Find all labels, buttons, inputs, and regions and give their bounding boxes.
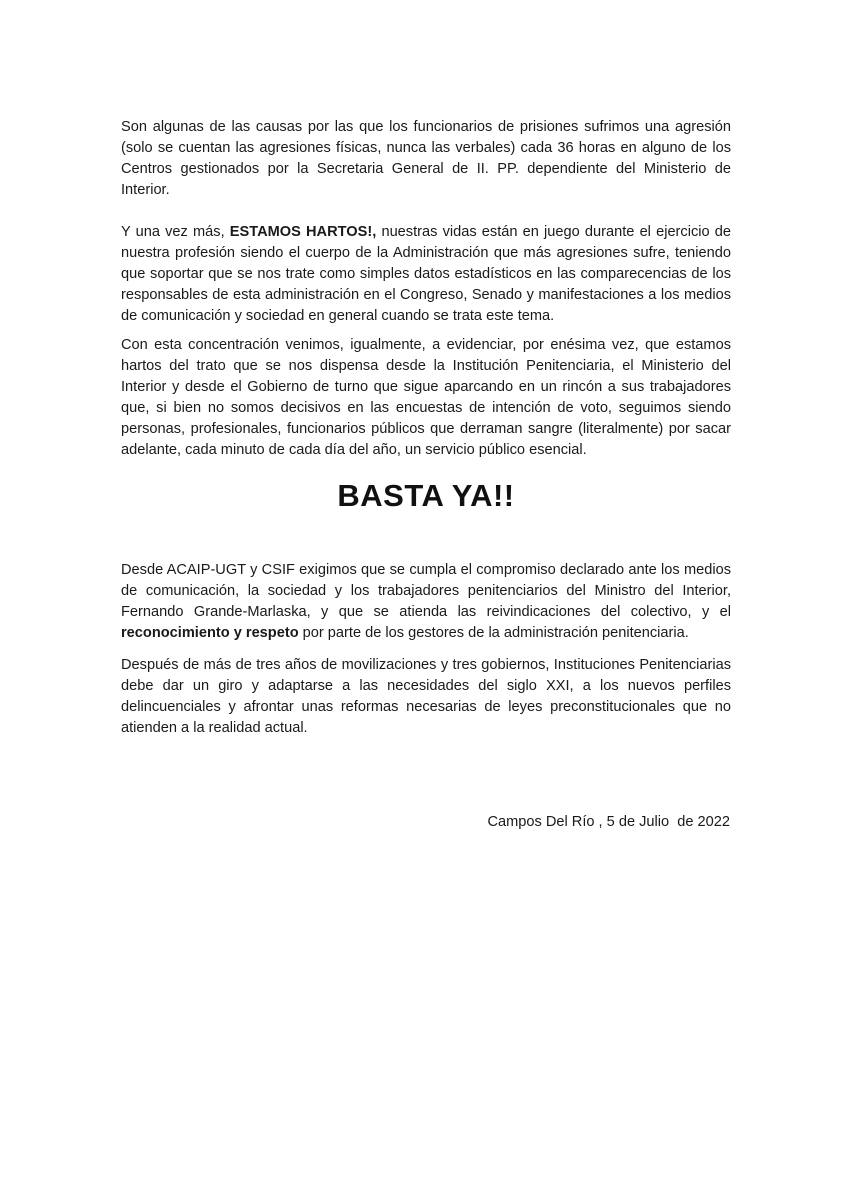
paragraph-causes-text: Son algunas de las causas por las que los funcionarios de prisiones sufrimos una agresión (solo se cuentan las agresiones físicas, nunca las verbales) cada 36 horas en alguno de los Centros gestionados por la Secretaria General de II. PP. dependiente del Ministerio de Interior.: [121, 119, 731, 198]
place-date-signature: Campos Del Río , 5 de Julio de 2022: [487, 814, 730, 830]
paragraph-hartos-lead: Y una vez más,: [121, 224, 230, 240]
paragraph-causes: [121, 117, 731, 201]
estamos-hartos-bold: ESTAMOS HARTOS!,: [229, 224, 377, 240]
paragraph-exigimos-lead: Desde ACAIP-UGT y CSIF exigimos que se cumpla el compromiso declarado ante los medios de comunicación, la sociedad y los trabajadores penitenciarios del Ministro del Interior, Fernando Grande-Marlaska, y que se atienda las reivindicaciones del colectivo, y el: [121, 562, 731, 620]
reconocimiento-respeto-bold: reconocimiento y respeto: [121, 625, 299, 641]
paragraph-hartos-rest: nuestras vidas están en juego durante el ejercicio de nuestra profesión siendo el cuerpo de la Administración que más agresiones sufre, teniendo que soportar que se nos trate como simples datos estadísticos en las comparecencias de los responsables de esta administración en el Congreso, Senado y manifestaciones a los medios de comunicación y sociedad en general cuando se trata este tema.: [121, 224, 732, 324]
paragraph-concentracion: [121, 335, 731, 461]
basta-ya-heading: BASTA YA!!: [337, 478, 515, 513]
paragraph-hartos: [121, 222, 731, 327]
paragraph-movilizaciones: [121, 655, 731, 739]
paragraph-movilizaciones-text: Después de más de tres años de movilizaciones y tres gobiernos, Instituciones Penitenciarias debe dar un giro y adaptarse a las necesidades del siglo XXI, a los nuevos perfiles delincuenciales y afrontar unas reformas necesarias de leyes preconstitucionales que no atienden a la realidad actual.: [121, 657, 731, 736]
paragraph-concentracion-text: Con esta concentración venimos, igualmente, a evidenciar, por enésima vez, que estamos hartos del trato que se nos dispensa desde la Institución Penitenciaria, el Ministerio del Interior y desde el Gobierno de turno que sigue aparcando en un rincón a sus trabajadores que, si bien no somos decisivos en las encuestas de intención de voto, seguimos siendo personas, profesionales, funcionarios públicos que derraman sangre (literalmente) por sacar adelante, cada minuto de cada día del año, un servicio público esencial.: [121, 337, 731, 458]
paragraph-exigimos: [121, 560, 731, 644]
paragraph-exigimos-text: [121, 560, 731, 644]
paragraph-hartos-text: [121, 222, 731, 327]
paragraph-exigimos-rest: por parte de los gestores de la administración penitenciaria.: [298, 625, 689, 641]
